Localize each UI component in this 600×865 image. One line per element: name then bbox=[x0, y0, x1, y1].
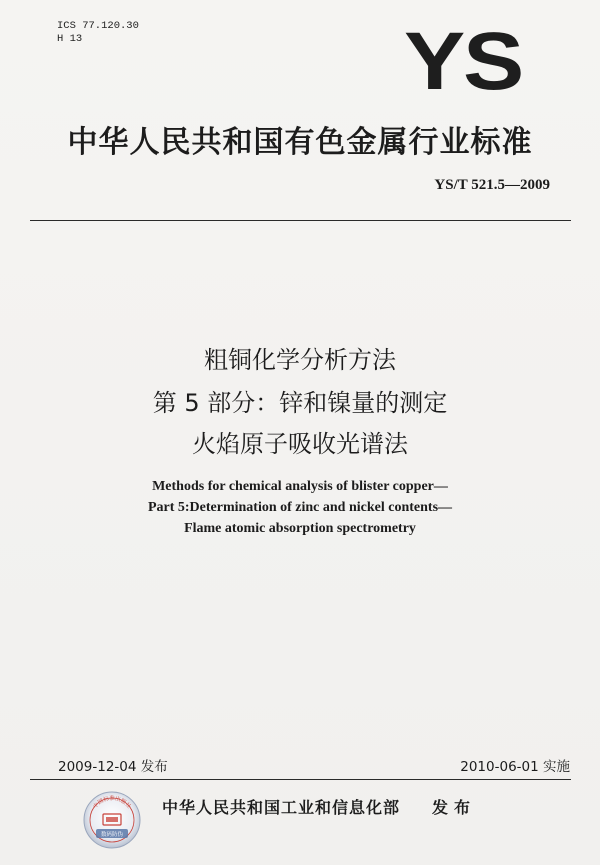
ccs-code: H 13 bbox=[57, 33, 83, 45]
classification-codes bbox=[57, 20, 139, 46]
english-title-line-1: Methods for chemical analysis of blister copper— bbox=[152, 479, 448, 494]
seal-bottom-text: 数码防伪 bbox=[100, 831, 124, 838]
english-title-line-2: Part 5:Determination of zinc and nickel contents— bbox=[147, 500, 453, 515]
seal-top-text: 中国标准出版社 bbox=[92, 796, 132, 810]
issuer-action: 发布 bbox=[432, 798, 477, 817]
english-title-line-3: Flame atomic absorption spectrometry bbox=[184, 521, 416, 536]
standard-number: YS/T 521.5—2009 bbox=[434, 177, 550, 193]
anti-counterfeit-seal-icon bbox=[82, 790, 142, 850]
implementation-date: 2010-06-01 实施 bbox=[460, 759, 570, 775]
top-divider bbox=[30, 220, 571, 221]
ys-logo: YS bbox=[404, 16, 523, 107]
chinese-title-line-3: 火焰原子吸收光谱法 bbox=[192, 430, 408, 458]
bottom-divider bbox=[30, 779, 571, 780]
chinese-title-line-1: 粗铜化学分析方法 bbox=[204, 346, 396, 374]
ics-code: ICS 77.120.30 bbox=[57, 20, 139, 32]
issue-date: 2009-12-04 发布 bbox=[58, 759, 168, 775]
chinese-title-line-2: 第 5 部分：锌和镍量的测定 bbox=[152, 389, 448, 417]
standard-category-title: 中华人民共和国有色金属行业标准 bbox=[67, 125, 533, 160]
issuing-authority: 中华人民共和国工业和信息化部 bbox=[162, 798, 401, 817]
